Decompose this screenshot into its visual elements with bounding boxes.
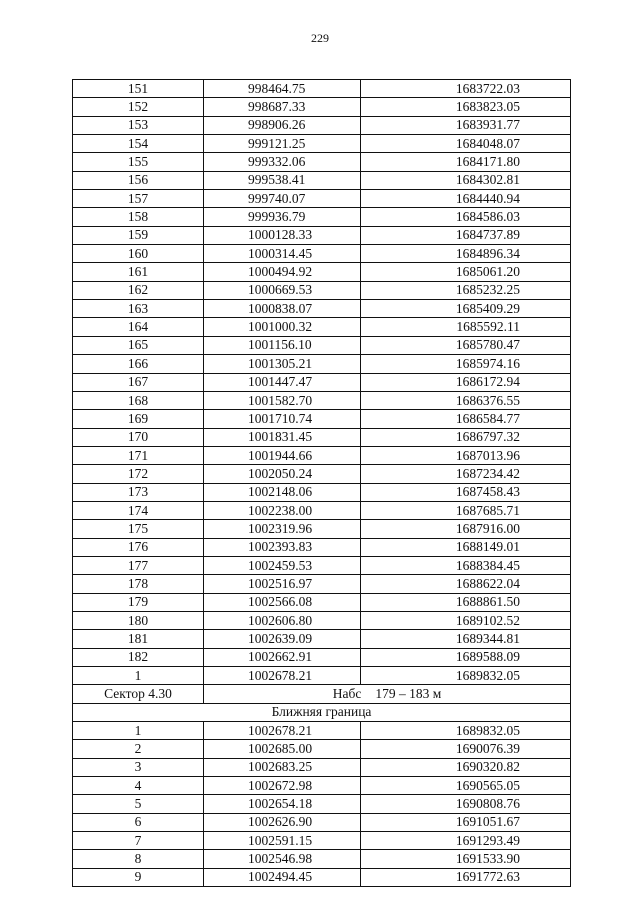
y-coordinate-cell: 1685409.29 bbox=[361, 300, 571, 318]
coordinates-table bbox=[72, 79, 571, 887]
table-row bbox=[73, 116, 571, 134]
point-number-cell: 162 bbox=[73, 281, 204, 299]
x-coordinate-cell: 1002678.21 bbox=[204, 722, 361, 740]
point-number-cell: 180 bbox=[73, 611, 204, 629]
point-number-cell: 166 bbox=[73, 355, 204, 373]
table-row bbox=[73, 611, 571, 629]
x-coordinate-cell: 1000838.07 bbox=[204, 300, 361, 318]
x-coordinate-cell: 1002606.80 bbox=[204, 611, 361, 629]
table-row bbox=[73, 263, 571, 281]
point-number-cell: 168 bbox=[73, 391, 204, 409]
point-number-cell: 169 bbox=[73, 410, 204, 428]
point-number-cell: 1 bbox=[73, 667, 204, 685]
x-coordinate-cell: 1002393.83 bbox=[204, 538, 361, 556]
x-coordinate-cell: 1002662.91 bbox=[204, 648, 361, 666]
y-coordinate-cell: 1684586.03 bbox=[361, 208, 571, 226]
y-coordinate-cell: 1684171.80 bbox=[361, 153, 571, 171]
y-coordinate-cell: 1684302.81 bbox=[361, 171, 571, 189]
x-coordinate-cell: 1000494.92 bbox=[204, 263, 361, 281]
point-number-cell: 176 bbox=[73, 538, 204, 556]
y-coordinate-cell: 1691533.90 bbox=[361, 850, 571, 868]
point-number-cell: 8 bbox=[73, 850, 204, 868]
y-coordinate-cell: 1686797.32 bbox=[361, 428, 571, 446]
x-coordinate-cell: 1002639.09 bbox=[204, 630, 361, 648]
x-coordinate-cell: 1001305.21 bbox=[204, 355, 361, 373]
point-number-cell: 164 bbox=[73, 318, 204, 336]
x-coordinate-cell: 1002685.00 bbox=[204, 740, 361, 758]
table-row bbox=[73, 410, 571, 428]
point-number-cell: 181 bbox=[73, 630, 204, 648]
point-number-cell: 1 bbox=[73, 722, 204, 740]
x-coordinate-cell: 1002678.21 bbox=[204, 667, 361, 685]
y-coordinate-cell: 1687685.71 bbox=[361, 501, 571, 519]
point-number-cell: 172 bbox=[73, 465, 204, 483]
point-number-cell: 2 bbox=[73, 740, 204, 758]
x-coordinate-cell: 1001831.45 bbox=[204, 428, 361, 446]
y-coordinate-cell: 1685974.16 bbox=[361, 355, 571, 373]
x-coordinate-cell: 998464.75 bbox=[204, 80, 361, 98]
x-coordinate-cell: 1002683.25 bbox=[204, 758, 361, 776]
table-row bbox=[73, 373, 571, 391]
x-coordinate-cell: 1002494.45 bbox=[204, 868, 361, 886]
table-row bbox=[73, 667, 571, 685]
y-coordinate-cell: 1683931.77 bbox=[361, 116, 571, 134]
y-coordinate-cell: 1688384.45 bbox=[361, 556, 571, 574]
table-row bbox=[73, 300, 571, 318]
y-coordinate-cell: 1687916.00 bbox=[361, 520, 571, 538]
point-number-cell: 182 bbox=[73, 648, 204, 666]
table-row bbox=[73, 80, 571, 98]
y-coordinate-cell: 1686172.94 bbox=[361, 373, 571, 391]
x-coordinate-cell: 1000128.33 bbox=[204, 226, 361, 244]
table-row bbox=[73, 226, 571, 244]
point-number-cell: 152 bbox=[73, 98, 204, 116]
x-coordinate-cell: 1002654.18 bbox=[204, 795, 361, 813]
y-coordinate-cell: 1689102.52 bbox=[361, 611, 571, 629]
point-number-cell: 7 bbox=[73, 832, 204, 850]
y-coordinate-cell: 1689832.05 bbox=[361, 667, 571, 685]
y-coordinate-cell: 1686584.77 bbox=[361, 410, 571, 428]
x-coordinate-cell: 1001447.47 bbox=[204, 373, 361, 391]
coordinates-section-b bbox=[73, 722, 571, 887]
table-row bbox=[73, 208, 571, 226]
table-row bbox=[73, 391, 571, 409]
table-row bbox=[73, 648, 571, 666]
y-coordinate-cell: 1684737.89 bbox=[361, 226, 571, 244]
height-label: Набс bbox=[332, 686, 362, 702]
table-row bbox=[73, 556, 571, 574]
y-coordinate-cell: 1684440.94 bbox=[361, 190, 571, 208]
y-coordinate-cell: 1687013.96 bbox=[361, 446, 571, 464]
point-number-cell: 159 bbox=[73, 226, 204, 244]
y-coordinate-cell: 1685061.20 bbox=[361, 263, 571, 281]
point-number-cell: 161 bbox=[73, 263, 204, 281]
x-coordinate-cell: 1002050.24 bbox=[204, 465, 361, 483]
y-coordinate-cell: 1684896.34 bbox=[361, 245, 571, 263]
y-coordinate-cell: 1683722.03 bbox=[361, 80, 571, 98]
y-coordinate-cell: 1687458.43 bbox=[361, 483, 571, 501]
point-number-cell: 5 bbox=[73, 795, 204, 813]
y-coordinate-cell: 1685780.47 bbox=[361, 336, 571, 354]
y-coordinate-cell: 1688622.04 bbox=[361, 575, 571, 593]
page-number: 229 bbox=[311, 31, 329, 45]
table-row bbox=[73, 630, 571, 648]
point-number-cell: 151 bbox=[73, 80, 204, 98]
point-number-cell: 170 bbox=[73, 428, 204, 446]
x-coordinate-cell: 1002626.90 bbox=[204, 813, 361, 831]
boundary-row bbox=[73, 703, 571, 721]
table-row bbox=[73, 336, 571, 354]
y-coordinate-cell: 1688861.50 bbox=[361, 593, 571, 611]
x-coordinate-cell: 1000314.45 bbox=[204, 245, 361, 263]
table-row bbox=[73, 795, 571, 813]
table-row bbox=[73, 501, 571, 519]
table-row bbox=[73, 428, 571, 446]
y-coordinate-cell: 1689588.09 bbox=[361, 648, 571, 666]
x-coordinate-cell: 999121.25 bbox=[204, 135, 361, 153]
x-coordinate-cell: 1002672.98 bbox=[204, 777, 361, 795]
table-row bbox=[73, 465, 571, 483]
x-coordinate-cell: 1002566.08 bbox=[204, 593, 361, 611]
x-coordinate-cell: 1002546.98 bbox=[204, 850, 361, 868]
point-number-cell: 154 bbox=[73, 135, 204, 153]
table-row bbox=[73, 245, 571, 263]
table-row bbox=[73, 850, 571, 868]
table-row bbox=[73, 520, 571, 538]
table-row bbox=[73, 135, 571, 153]
x-coordinate-cell: 1002319.96 bbox=[204, 520, 361, 538]
point-number-cell: 155 bbox=[73, 153, 204, 171]
sector-height bbox=[204, 685, 571, 703]
point-number-cell: 177 bbox=[73, 556, 204, 574]
sector-row bbox=[73, 685, 571, 703]
table-row bbox=[73, 722, 571, 740]
x-coordinate-cell: 1001000.32 bbox=[204, 318, 361, 336]
x-coordinate-cell: 1002238.00 bbox=[204, 501, 361, 519]
y-coordinate-cell: 1684048.07 bbox=[361, 135, 571, 153]
table-row bbox=[73, 758, 571, 776]
y-coordinate-cell: 1691293.49 bbox=[361, 832, 571, 850]
y-coordinate-cell: 1683823.05 bbox=[361, 98, 571, 116]
point-number-cell: 175 bbox=[73, 520, 204, 538]
point-number-cell: 165 bbox=[73, 336, 204, 354]
height-range-start: 179 bbox=[375, 686, 396, 702]
table-row bbox=[73, 171, 571, 189]
point-number-cell: 4 bbox=[73, 777, 204, 795]
point-number-cell: 167 bbox=[73, 373, 204, 391]
x-coordinate-cell: 999936.79 bbox=[204, 208, 361, 226]
x-coordinate-cell: 1001944.66 bbox=[204, 446, 361, 464]
sector-header bbox=[73, 685, 571, 722]
y-coordinate-cell: 1690076.39 bbox=[361, 740, 571, 758]
table-row bbox=[73, 777, 571, 795]
table-row bbox=[73, 832, 571, 850]
x-coordinate-cell: 1002591.15 bbox=[204, 832, 361, 850]
y-coordinate-cell: 1685592.11 bbox=[361, 318, 571, 336]
point-number-cell: 171 bbox=[73, 446, 204, 464]
table-row bbox=[73, 483, 571, 501]
table-row bbox=[73, 318, 571, 336]
table-row bbox=[73, 281, 571, 299]
y-coordinate-cell: 1689344.81 bbox=[361, 630, 571, 648]
x-coordinate-cell: 999740.07 bbox=[204, 190, 361, 208]
coordinates-section-a bbox=[73, 80, 571, 685]
y-coordinate-cell: 1687234.42 bbox=[361, 465, 571, 483]
table-row bbox=[73, 575, 571, 593]
table-row bbox=[73, 813, 571, 831]
y-coordinate-cell: 1690565.05 bbox=[361, 777, 571, 795]
table-row bbox=[73, 190, 571, 208]
point-number-cell: 174 bbox=[73, 501, 204, 519]
x-coordinate-cell: 998687.33 bbox=[204, 98, 361, 116]
y-coordinate-cell: 1689832.05 bbox=[361, 722, 571, 740]
y-coordinate-cell: 1686376.55 bbox=[361, 391, 571, 409]
table-row bbox=[73, 153, 571, 171]
point-number-cell: 156 bbox=[73, 171, 204, 189]
x-coordinate-cell: 998906.26 bbox=[204, 116, 361, 134]
point-number-cell: 3 bbox=[73, 758, 204, 776]
point-number-cell: 163 bbox=[73, 300, 204, 318]
point-number-cell: 6 bbox=[73, 813, 204, 831]
x-coordinate-cell: 1000669.53 bbox=[204, 281, 361, 299]
x-coordinate-cell: 999538.41 bbox=[204, 171, 361, 189]
point-number-cell: 157 bbox=[73, 190, 204, 208]
y-coordinate-cell: 1691772.63 bbox=[361, 868, 571, 886]
x-coordinate-cell: 999332.06 bbox=[204, 153, 361, 171]
table-row bbox=[73, 98, 571, 116]
point-number-cell: 160 bbox=[73, 245, 204, 263]
point-number-cell: 158 bbox=[73, 208, 204, 226]
point-number-cell: 9 bbox=[73, 868, 204, 886]
x-coordinate-cell: 1001156.10 bbox=[204, 336, 361, 354]
height-range-end: – 183 м bbox=[398, 686, 442, 702]
table-row bbox=[73, 593, 571, 611]
table-row bbox=[73, 446, 571, 464]
table-row bbox=[73, 868, 571, 886]
y-coordinate-cell: 1690320.82 bbox=[361, 758, 571, 776]
y-coordinate-cell: 1688149.01 bbox=[361, 538, 571, 556]
x-coordinate-cell: 1001582.70 bbox=[204, 391, 361, 409]
x-coordinate-cell: 1002516.97 bbox=[204, 575, 361, 593]
x-coordinate-cell: 1001710.74 bbox=[204, 410, 361, 428]
point-number-cell: 153 bbox=[73, 116, 204, 134]
point-number-cell: 179 bbox=[73, 593, 204, 611]
sector-label: Сектор 4.30 bbox=[73, 685, 204, 703]
boundary-label: Ближняя граница bbox=[73, 703, 571, 721]
x-coordinate-cell: 1002148.06 bbox=[204, 483, 361, 501]
table-row bbox=[73, 355, 571, 373]
y-coordinate-cell: 1691051.67 bbox=[361, 813, 571, 831]
table-row bbox=[73, 538, 571, 556]
y-coordinate-cell: 1685232.25 bbox=[361, 281, 571, 299]
y-coordinate-cell: 1690808.76 bbox=[361, 795, 571, 813]
point-number-cell: 173 bbox=[73, 483, 204, 501]
point-number-cell: 178 bbox=[73, 575, 204, 593]
x-coordinate-cell: 1002459.53 bbox=[204, 556, 361, 574]
table-row bbox=[73, 740, 571, 758]
